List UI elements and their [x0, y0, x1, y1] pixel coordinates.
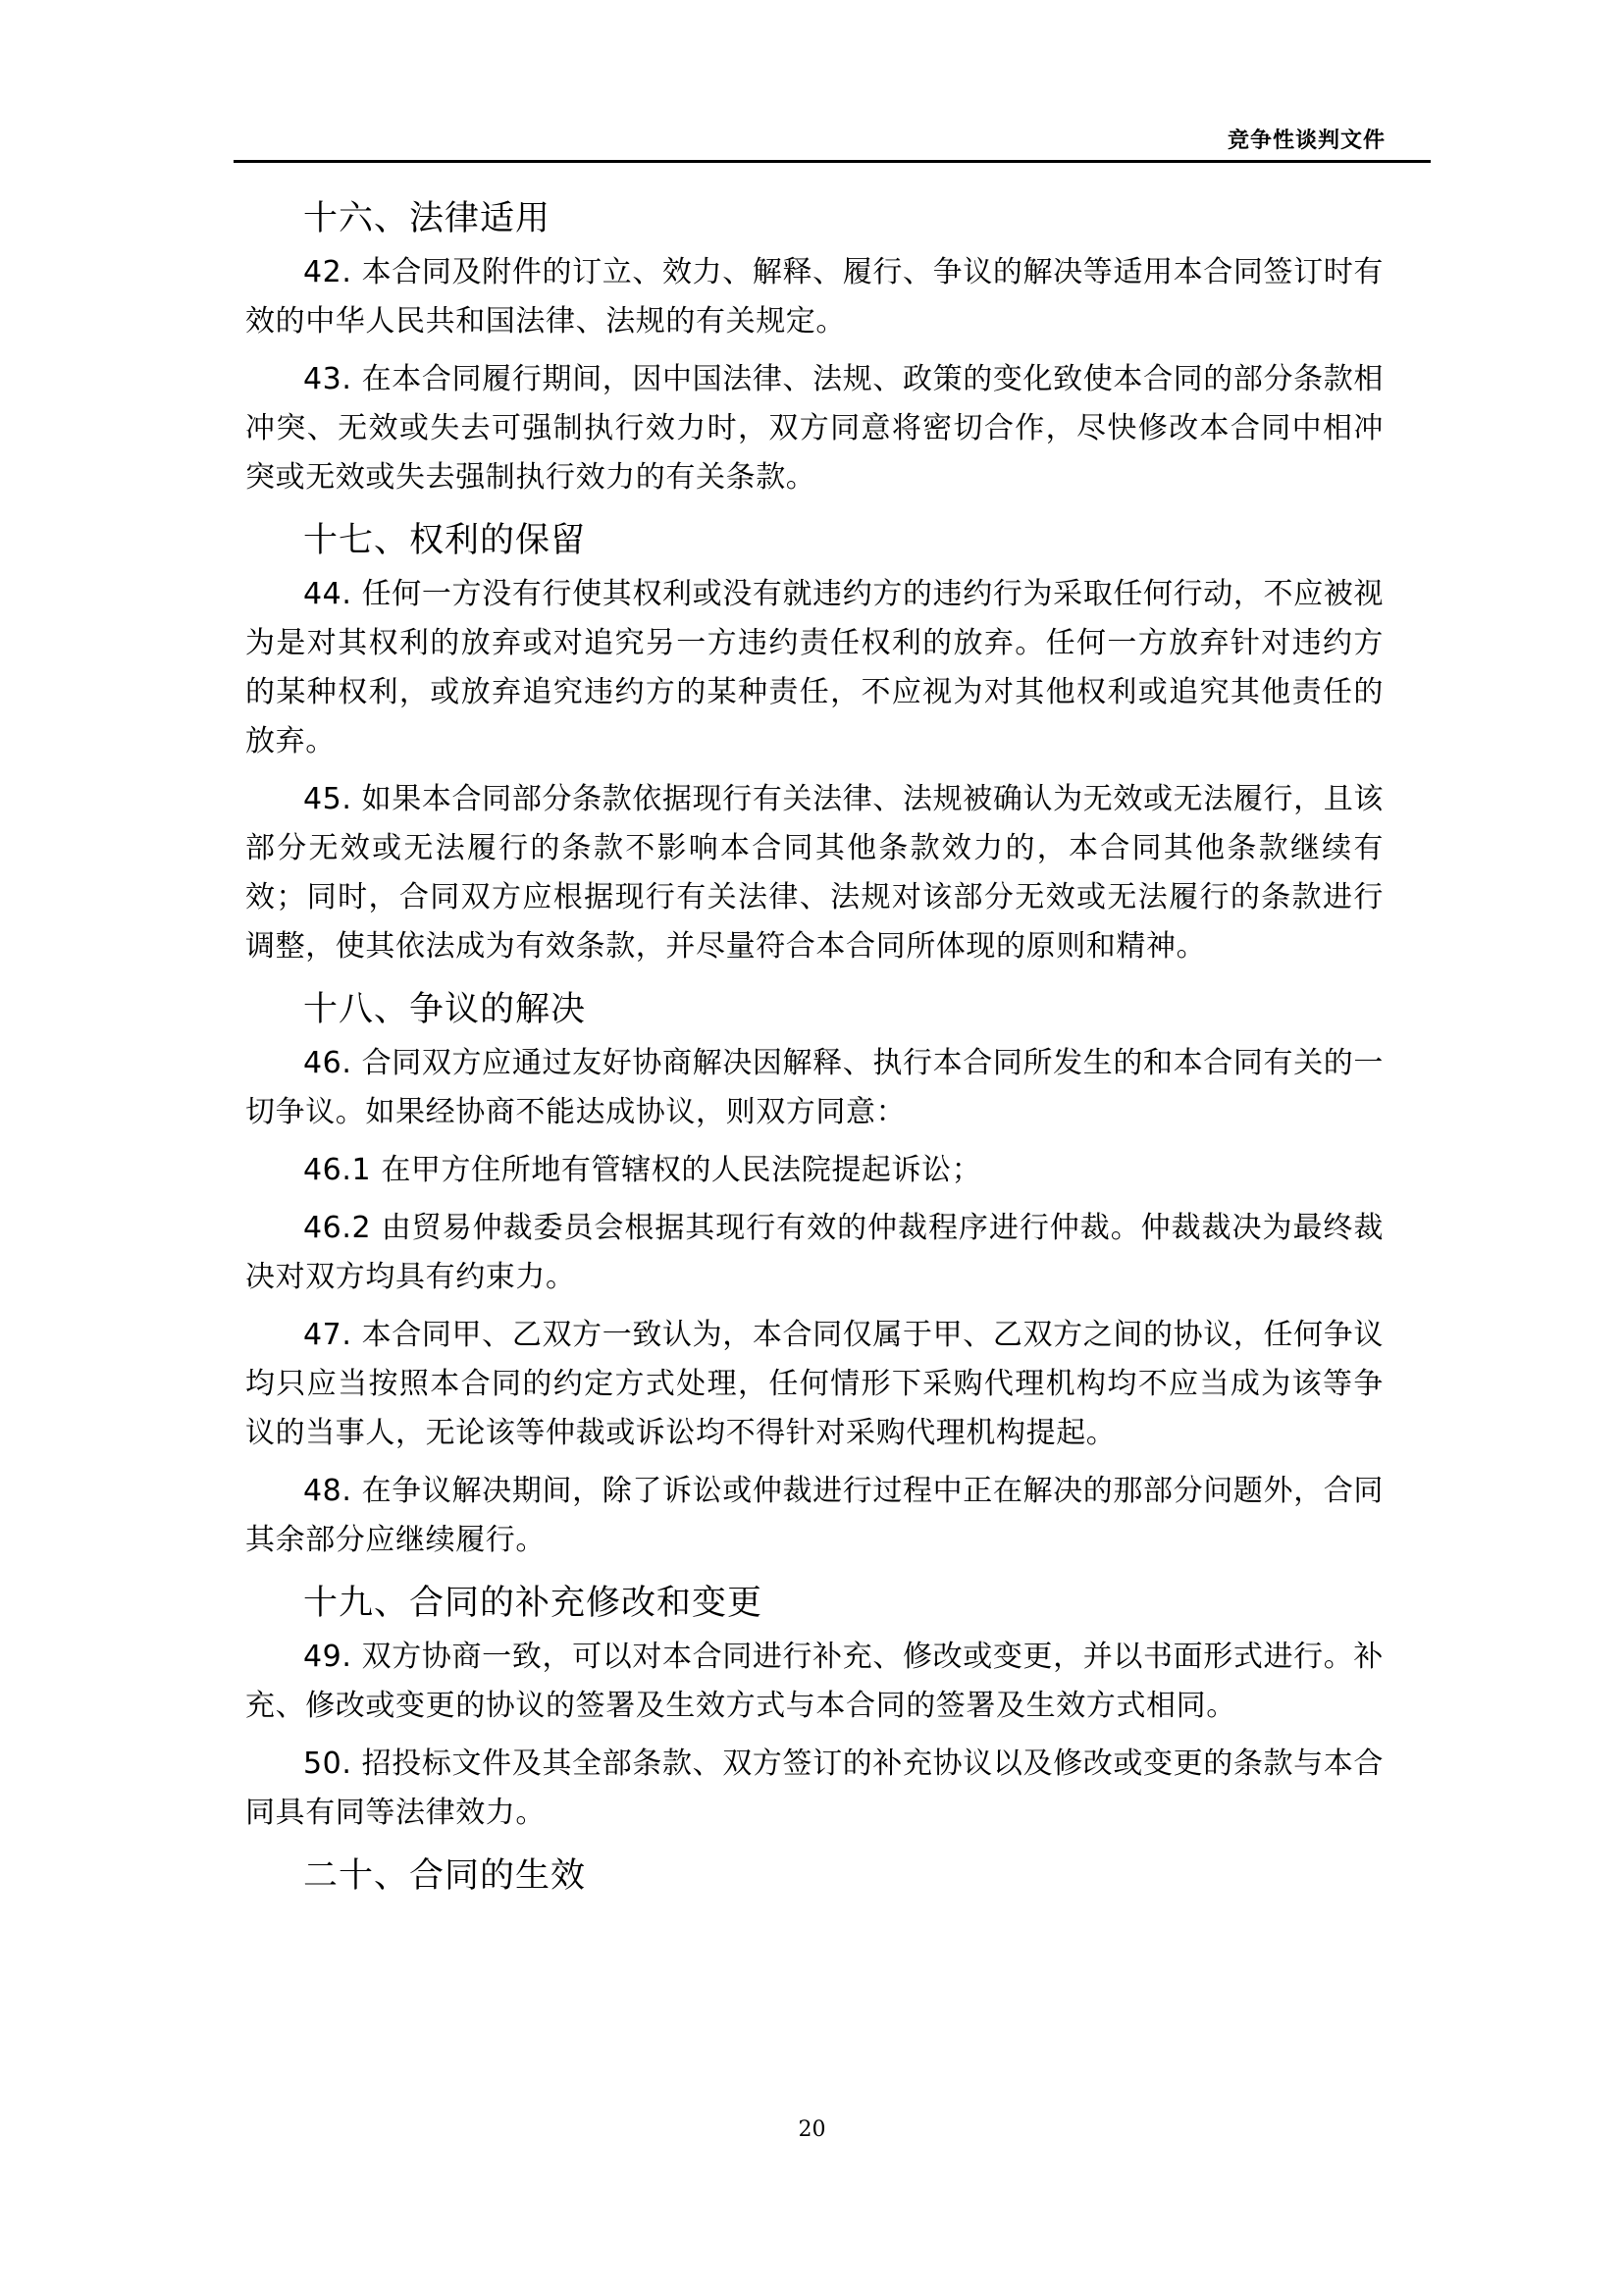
clause-paragraph: 45. 如果本合同部分条款依据现行有关法律、法规被确认为无效或无法履行，且该部分无效或无法履行的条款不影响本合同其他条款效力的，本合同其他条款继续有效；同时，合同双方应根据现行有关法律、法规对该部分无效或无法履行的条款进行调整，使其依法成为有效条款，并尽量符合本合同所体现的原则和精神。	[245, 782, 1384, 964]
clause-paragraph: 42. 本合同及附件的订立、效力、解释、履行、争议的解决等适用本合同签订时有效的中华人民共和国法律、法规的有关规定。	[245, 255, 1384, 339]
document-body	[245, 189, 1384, 1905]
section-heading: 十九、合同的补充修改和变更	[303, 1584, 763, 1623]
clause-paragraph: 47. 本合同甲、乙双方一致认为，本合同仅属于甲、乙双方之间的协议，任何争议均只应当按照本合同的约定方式处理，任何情形下采购代理机构均不应当成为该等争议的当事人，无论该等仲裁或诉讼均不得针对采购代理机构提起。	[245, 1318, 1384, 1450]
clause-paragraph: 49. 双方协商一致，可以对本合同进行补充、修改或变更，并以书面形式进行。补充、修改或变更的协议的签署及生效方式与本合同的签署及生效方式相同。	[245, 1640, 1384, 1723]
section-heading: 十八、争议的解决	[303, 990, 587, 1029]
section-heading: 十七、权利的保留	[303, 521, 587, 560]
page-number: 20	[798, 2117, 826, 2142]
clause-paragraph: 50. 招投标文件及其全部条款、双方签订的补充协议以及修改或变更的条款与本合同具有同等法律效力。	[245, 1747, 1384, 1830]
clause-paragraph: 43. 在本合同履行期间，因中国法律、法规、政策的变化致使本合同的部分条款相冲突、无效或失去可强制执行效力时，双方同意将密切合作，尽快修改本合同中相冲突或无效或失去强制执行效力的有关条款。	[245, 362, 1384, 495]
clause-paragraph: 44. 任何一方没有行使其权利或没有就违约方的违约行为采取任何行动，不应被视为是对其权利的放弃或对追究另一方违约责任权利的放弃。任何一方放弃针对违约方的某种权利，或放弃追究违约方的某种责任，不应视为对其他权利或追究其他责任的放弃。	[245, 577, 1384, 758]
running-header: 竞争性谈判文件	[1227, 129, 1386, 153]
clause-paragraph: 48. 在争议解决期间，除了诉讼或仲裁进行过程中正在解决的那部分问题外，合同其余部分应继续履行。	[245, 1474, 1384, 1557]
header-divider	[234, 160, 1431, 163]
clause-paragraph: 46. 合同双方应通过友好协商解决因解释、执行本合同所发生的和本合同有关的一切争议。如果经协商不能达成协议，则双方同意：	[245, 1046, 1384, 1129]
section-heading: 十六、法律适用	[303, 199, 551, 238]
sub-clause-paragraph: 46.2 由贸易仲裁委员会根据其现行有效的仲裁程序进行仲裁。仲裁裁决为最终裁决对双方均具有约束力。	[245, 1211, 1384, 1294]
sub-clause-paragraph: 46.1 在甲方住所地有管辖权的人民法院提起诉讼；	[303, 1153, 982, 1187]
section-heading: 二十、合同的生效	[303, 1856, 587, 1896]
